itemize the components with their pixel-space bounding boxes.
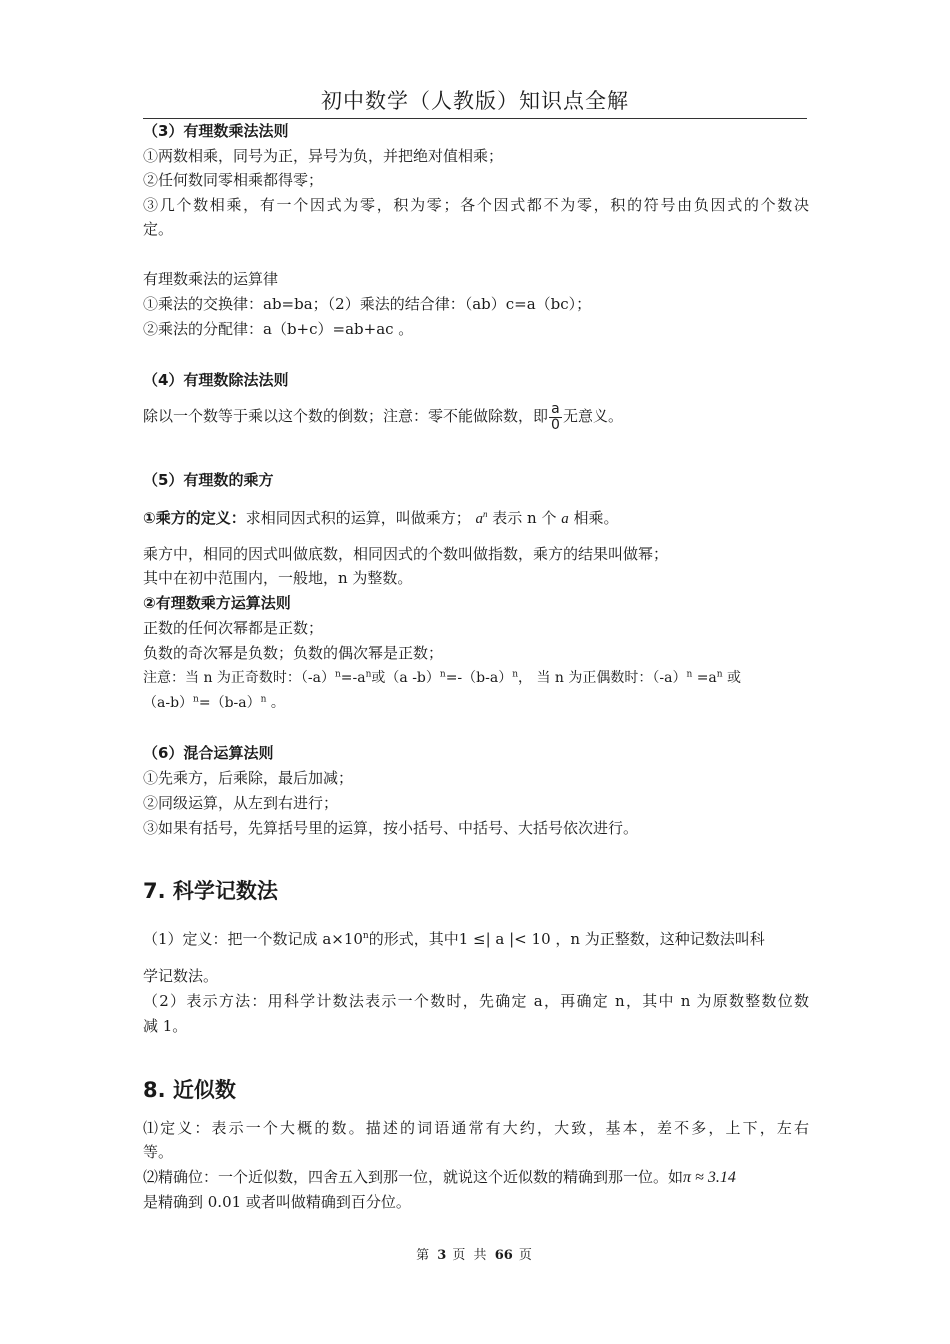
sec8-para2-cont: 是精确到 0.01 或者叫做精确到百分位。 <box>143 1193 411 1211</box>
sec7-p1-rest: 的形式，其中1 ≤| a |< 10 ，n 为正整数，这种记数法叫科 <box>368 930 765 948</box>
sec8-para1: ⑴定义：表示一个大概的数。描述的词语通常有大约，大致，基本，差不多，上下，左右 <box>143 1119 809 1137</box>
sec3-rule3b: 定。 <box>143 220 174 238</box>
note-part-g: 或 <box>722 670 742 686</box>
note2-part-b: =（b-a） <box>198 695 261 711</box>
sec7-para2-cont: 减 1。 <box>143 1017 188 1035</box>
sec7-para2: （2）表示方法：用科学计数法表示一个数时，先确定 a，再确定 n，其中 n 为原数整数位数 <box>143 992 809 1010</box>
sec3-rule2: ②任何数同零相乘都得零； <box>143 171 324 189</box>
sec8-title: 8. 近似数 <box>143 1078 236 1102</box>
footer-mid: 页 共 <box>452 1248 489 1263</box>
sec4-text <box>143 398 809 434</box>
sec3-laws-title: 有理数乘法的运算律 <box>143 270 279 288</box>
note2-part-c: 。 <box>266 695 285 711</box>
pi-approx: π ≈ 3.14 <box>683 1169 736 1186</box>
page-footer <box>0 1247 950 1265</box>
sec5-definition <box>143 506 809 531</box>
sec5-rule1: 正数的任何次幂都是正数； <box>143 619 324 637</box>
sec3-rule3a: ③几个数相乘，有一个因式为零，积为零；各个因式都不为零，积的符号由负因式的个数决 <box>143 196 809 214</box>
sec4-text-after: 无意义。 <box>562 407 623 425</box>
footer-post: 页 <box>518 1248 534 1263</box>
sec5-title: （5）有理数的乘方 <box>143 471 274 489</box>
footer-total-pages: 66 <box>494 1248 513 1263</box>
sec3-law1: ①乘法的交换律：ab=ba；（2）乘法的结合律：（ab）c=a（bc）； <box>143 295 592 313</box>
sec7-p1-sup: n <box>362 931 369 941</box>
note-part-d: =-（b-a） <box>445 670 513 686</box>
sec6-rule3: ③如果有括号，先算括号里的运算，按小括号、中括号、大括号依次进行。 <box>143 819 639 837</box>
fraction-numerator: a <box>549 402 562 418</box>
sec5-def-n: n <box>483 509 488 519</box>
sec6-title: （6）混合运算法则 <box>143 744 274 762</box>
sec4-text-before: 除以一个数等于乘以这个数的倒数；注意：零不能做除数，即 <box>143 407 549 425</box>
note-sup: n <box>512 669 518 680</box>
sec5-def-a2: a <box>561 511 569 527</box>
note-sup: n <box>439 669 446 680</box>
sec8-p2-text: ⑵精确位：一个近似数，四舍五入到那一位，就说这个近似数的精确到那一位。如 <box>143 1168 684 1186</box>
sec8-para2 <box>143 1165 809 1190</box>
sec8-para1-cont: 等。 <box>143 1143 174 1161</box>
sec3-law2: ②乘法的分配律：a（b+c）=ab+ac 。 <box>143 320 414 338</box>
note-part-a: 注意：当 n 为正奇数时：（-a） <box>143 670 335 686</box>
note-part-f: =a <box>692 670 717 686</box>
sec3-title: （3）有理数乘法法则 <box>143 122 289 140</box>
sec7-para1 <box>143 927 809 951</box>
sec7-para1-cont: 学记数法。 <box>143 967 219 985</box>
sec5-para2: 其中在初中范围内，一般地，n 为整数。 <box>143 569 413 587</box>
note-sup: n <box>686 669 693 680</box>
sec5-note-line2 <box>143 691 809 715</box>
sec4-title: （4）有理数除法法则 <box>143 371 289 389</box>
fraction-denominator: 0 <box>551 416 560 433</box>
note2-part-a: （a-b） <box>143 695 194 711</box>
note-part-e: ， 当 n 为正偶数时：（-a） <box>518 670 687 686</box>
sec5-rules-label: ②有理数乘方运算法则 <box>143 594 291 612</box>
sec3-rule1: ①两数相乘，同号为正，异号为负，并把绝对值相乘； <box>143 147 504 165</box>
note-sup: n <box>335 669 341 680</box>
note-sup: n <box>716 669 723 680</box>
sec5-def-end: 相乘。 <box>573 509 619 527</box>
sec6-rule2: ②同级运算，从左到右进行； <box>143 794 339 812</box>
fraction-a-over-0 <box>549 402 562 433</box>
sec5-note-line1 <box>143 666 809 690</box>
sec5-para1: 乘方中，相同的因式叫做底数，相同因式的个数叫做指数，乘方的结果叫做幂； <box>143 545 669 563</box>
header-title: 初中数学（人教版）知识点全解 <box>321 89 629 113</box>
footer-pre: 第 <box>416 1248 432 1263</box>
sec5-def-a: a <box>475 511 483 527</box>
note-part-c: 或（a -b） <box>371 670 440 686</box>
sec5-def-label: ①乘方的定义： <box>143 509 246 527</box>
note-sup: n <box>260 694 267 705</box>
sec5-rule2: 负数的奇次幂是负数；负数的偶次幂是正数； <box>143 644 444 662</box>
sec5-def-text: 求相同因式积的运算，叫做乘方； <box>245 509 471 527</box>
sec5-def-tail: 表示 n 个 <box>492 509 557 527</box>
sec6-rule1: ①先乘方，后乘除，最后加减； <box>143 769 354 787</box>
note-sup: n <box>193 694 199 705</box>
sec7-title: 7. 科学记数法 <box>143 879 278 903</box>
footer-page-number: 3 <box>437 1248 447 1263</box>
note-sup: n <box>365 669 372 680</box>
note-part-b: =-a <box>340 670 366 686</box>
sec7-p1-start: （1）定义：把一个数记成 a×10 <box>143 930 363 948</box>
